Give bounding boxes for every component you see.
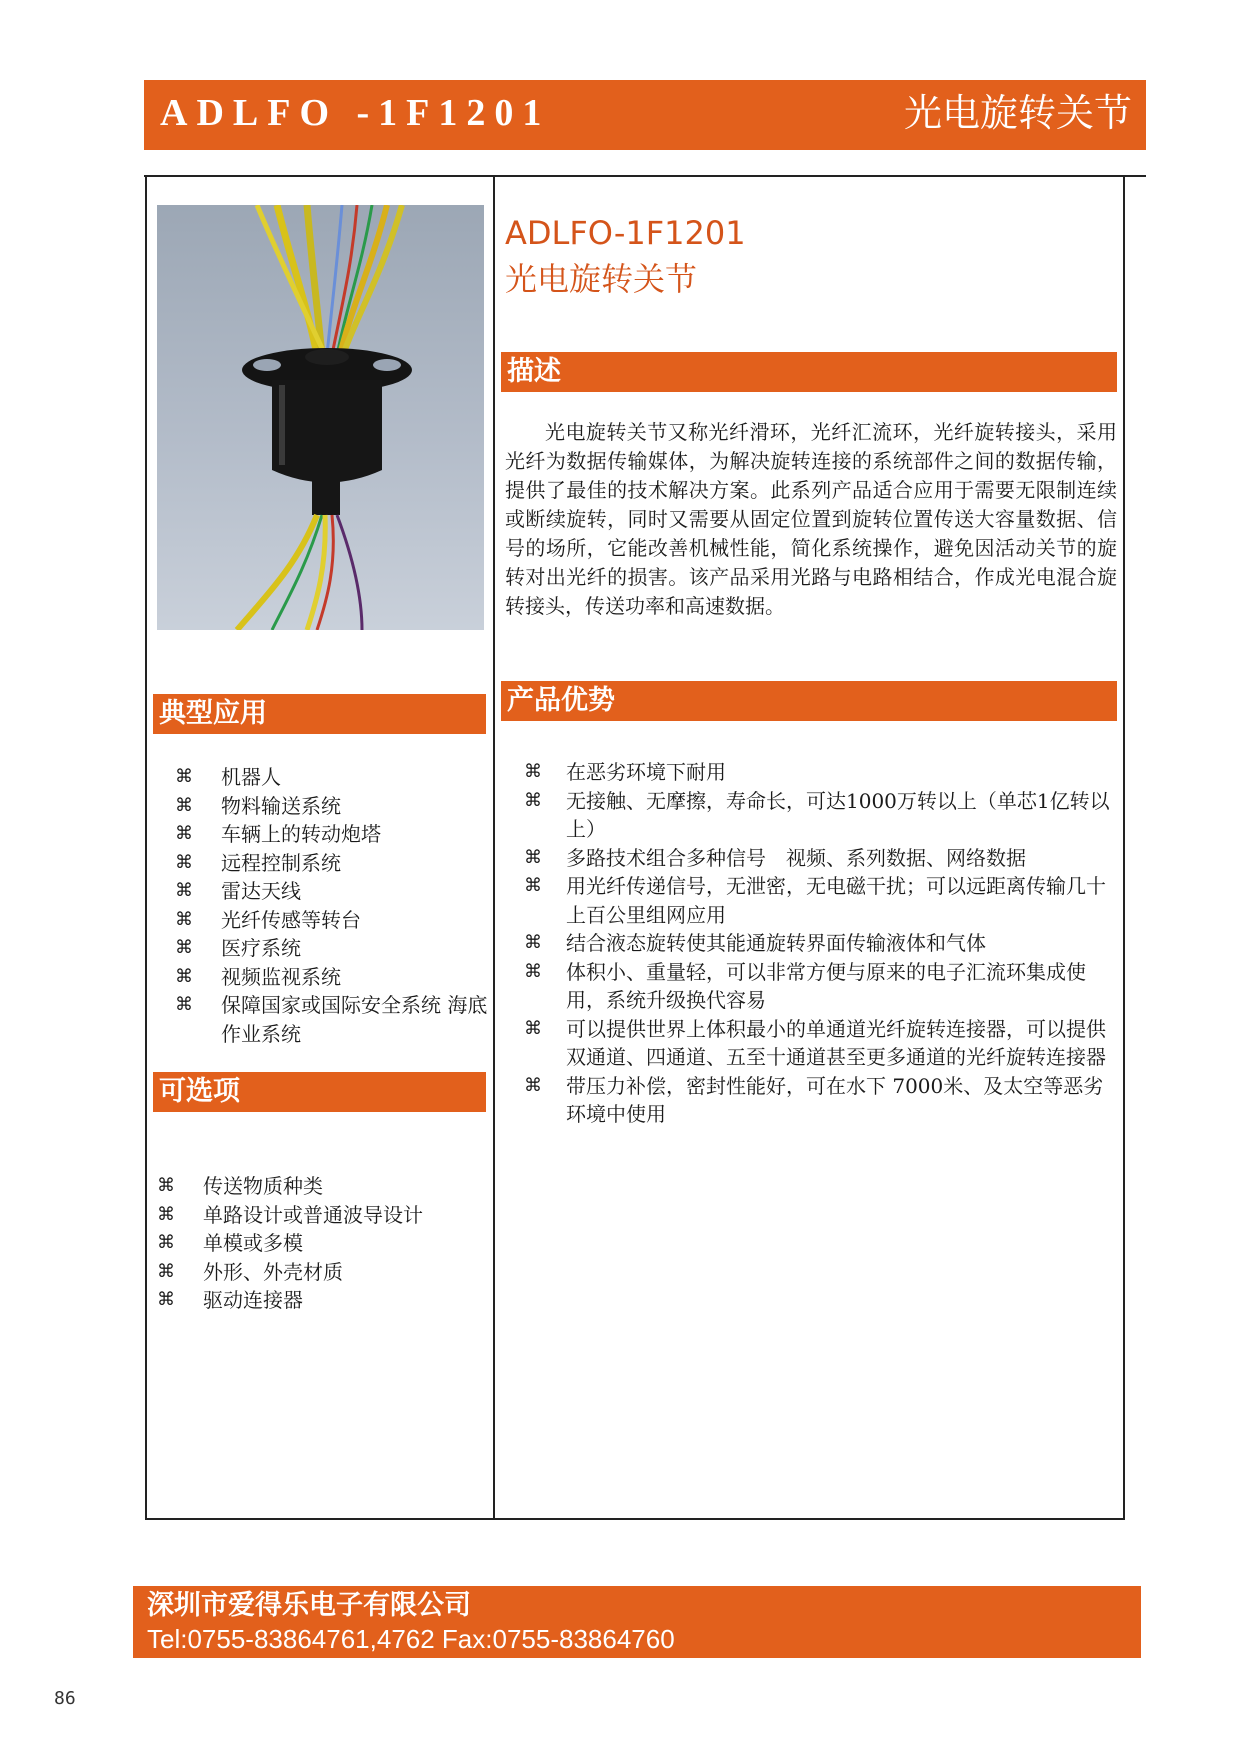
list-item-text: 在恶劣环境下耐用 [566,760,726,784]
options-heading-bar [153,1072,486,1112]
page-number: 86 [54,1688,76,1709]
list-item [524,1015,1119,1072]
list-item-text: 机器人 [221,765,281,789]
applications-list [175,763,495,1048]
list-item [175,820,495,849]
list-item-text: 无接触、无摩擦，寿命长，可达1000万转以上（单芯1亿转以上） [566,788,1110,841]
list-item-text: 结合液态旋转使其能通旋转界面传输液体和气体 [566,931,986,955]
bullet-icon: ⌘ [157,1289,175,1310]
bullet-icon: ⌘ [175,965,193,987]
applications-heading-bar [153,694,486,734]
list-item [524,872,1119,929]
list-item-text: 带压力补偿，密封性能好，可在水下 7000米、及太空等恶劣环境中使用 [566,1073,1104,1126]
list-item [524,958,1119,1015]
list-item-text: 单模或多模 [203,1231,303,1255]
slip-ring-illustration [157,205,484,630]
list-item-text: 视频监视系统 [221,964,341,989]
list-item [175,763,495,792]
footer-contact: Tel:0755-83864761,4762 Fax:0755-83864760 [147,1624,675,1654]
applications-heading: 典型应用 [159,698,267,729]
list-item-text: 保障国家或国际安全系统 海底作业系统 [221,993,488,1046]
bullet-icon: ⌘ [157,1203,175,1225]
list-item-text: 雷达天线 [221,879,301,903]
bullet-icon: ⌘ [175,851,193,873]
bullet-icon: ⌘ [524,932,542,953]
list-item [175,934,495,963]
bullet-icon: ⌘ [175,823,193,844]
footer-bar [133,1586,1141,1658]
list-item-text: 医疗系统 [221,936,301,960]
list-item [524,1072,1119,1129]
bullet-icon: ⌘ [175,766,193,787]
advantages-list [524,758,1119,1129]
bullet-icon: ⌘ [524,960,542,982]
list-item [175,792,495,821]
options-heading: 可选项 [159,1076,240,1107]
bullet-icon: ⌘ [524,846,542,868]
list-item-text: 用光纤传递信号，无泄密，无电磁干扰；可以远距离传输几十上百公里组网应用 [566,874,1106,927]
list-item [524,929,1119,958]
product-name: 光电旋转关节 [505,260,698,298]
bullet-icon: ⌘ [175,880,193,901]
bullet-icon: ⌘ [175,994,193,1015]
list-item [175,991,495,1048]
list-item-text: 驱动连接器 [203,1288,303,1312]
list-item [157,1286,477,1315]
bullet-icon: ⌘ [157,1232,175,1253]
list-item [175,906,495,935]
list-item-text: 可以提供世界上体积最小的单通道光纤旋转连接器，可以提供双通道、四通道、五至十通道甚至更多通道的光纤旋转连接器 [566,1016,1106,1069]
bullet-icon: ⌘ [524,761,542,782]
list-item [524,844,1119,873]
header-product-name: 光电旋转关节 [903,91,1132,135]
bullet-icon: ⌘ [524,789,542,811]
list-item [175,849,495,878]
description-heading: 描述 [507,356,561,387]
bullet-icon: ⌘ [524,1017,542,1039]
bullet-icon: ⌘ [175,794,193,816]
header-model: ADLFO -1F1201 [160,92,551,134]
bullet-icon: ⌘ [524,1074,542,1096]
list-item [157,1201,477,1230]
bullet-icon: ⌘ [175,908,193,930]
list-item-text: 远程控制系统 [221,850,341,875]
list-item-text: 传送物质种类 [203,1174,323,1198]
advantages-heading-bar [501,681,1117,721]
footer-company: 深圳市爱得乐电子有限公司 [147,1590,471,1621]
bullet-icon: ⌘ [524,875,542,896]
list-item-text: 车辆上的转动炮塔 [221,822,381,846]
list-item [524,758,1119,787]
options-list [157,1172,477,1315]
list-item-text: 光纤传感等转台 [221,907,361,932]
list-item [157,1258,477,1287]
list-item-text: 物料输送系统 [221,793,341,818]
description-text: 光电旋转关节又称光纤滑环，光纤汇流环，光纤旋转接头，采用光纤为数据传输媒体，为解决旋转连接的系统部件之间的数据传输，提供了最佳的技术解决方案。此系列产品适合应用于需要无限制连续或断续旋转，同时又需要从固定位置到旋转位置传送大容量数据、信号的场所，它能改善机械性能，简化系统操作，避免因活动关节的旋转对出光纤的损害。该产品采用光路与电路相结合，作成光电混合旋转接头，传送功率和高速数据。 [505,420,1117,618]
bullet-icon: ⌘ [175,937,193,958]
list-item [175,963,495,992]
list-item-text: 体积小、重量轻，可以非常方便与原来的电子汇流环集成使用，系统升级换代容易 [566,959,1086,1012]
list-item [175,877,495,906]
list-item [157,1172,477,1201]
product-title [505,210,746,302]
product-model: ADLFO-1F1201 [505,214,746,252]
advantages-heading: 产品优势 [507,685,615,716]
list-item-text: 单路设计或普通波导设计 [203,1202,423,1227]
bullet-icon: ⌘ [157,1175,175,1196]
bullet-icon: ⌘ [157,1260,175,1282]
product-photo [157,205,484,630]
list-item [524,787,1119,844]
list-item-text: 外形、外壳材质 [203,1259,343,1284]
list-item [157,1229,477,1258]
description-heading-bar [501,352,1117,392]
header-bar [144,80,1146,150]
list-item-text: 多路技术组合多种信号 视频、系列数据、网络数据 [566,845,1026,870]
